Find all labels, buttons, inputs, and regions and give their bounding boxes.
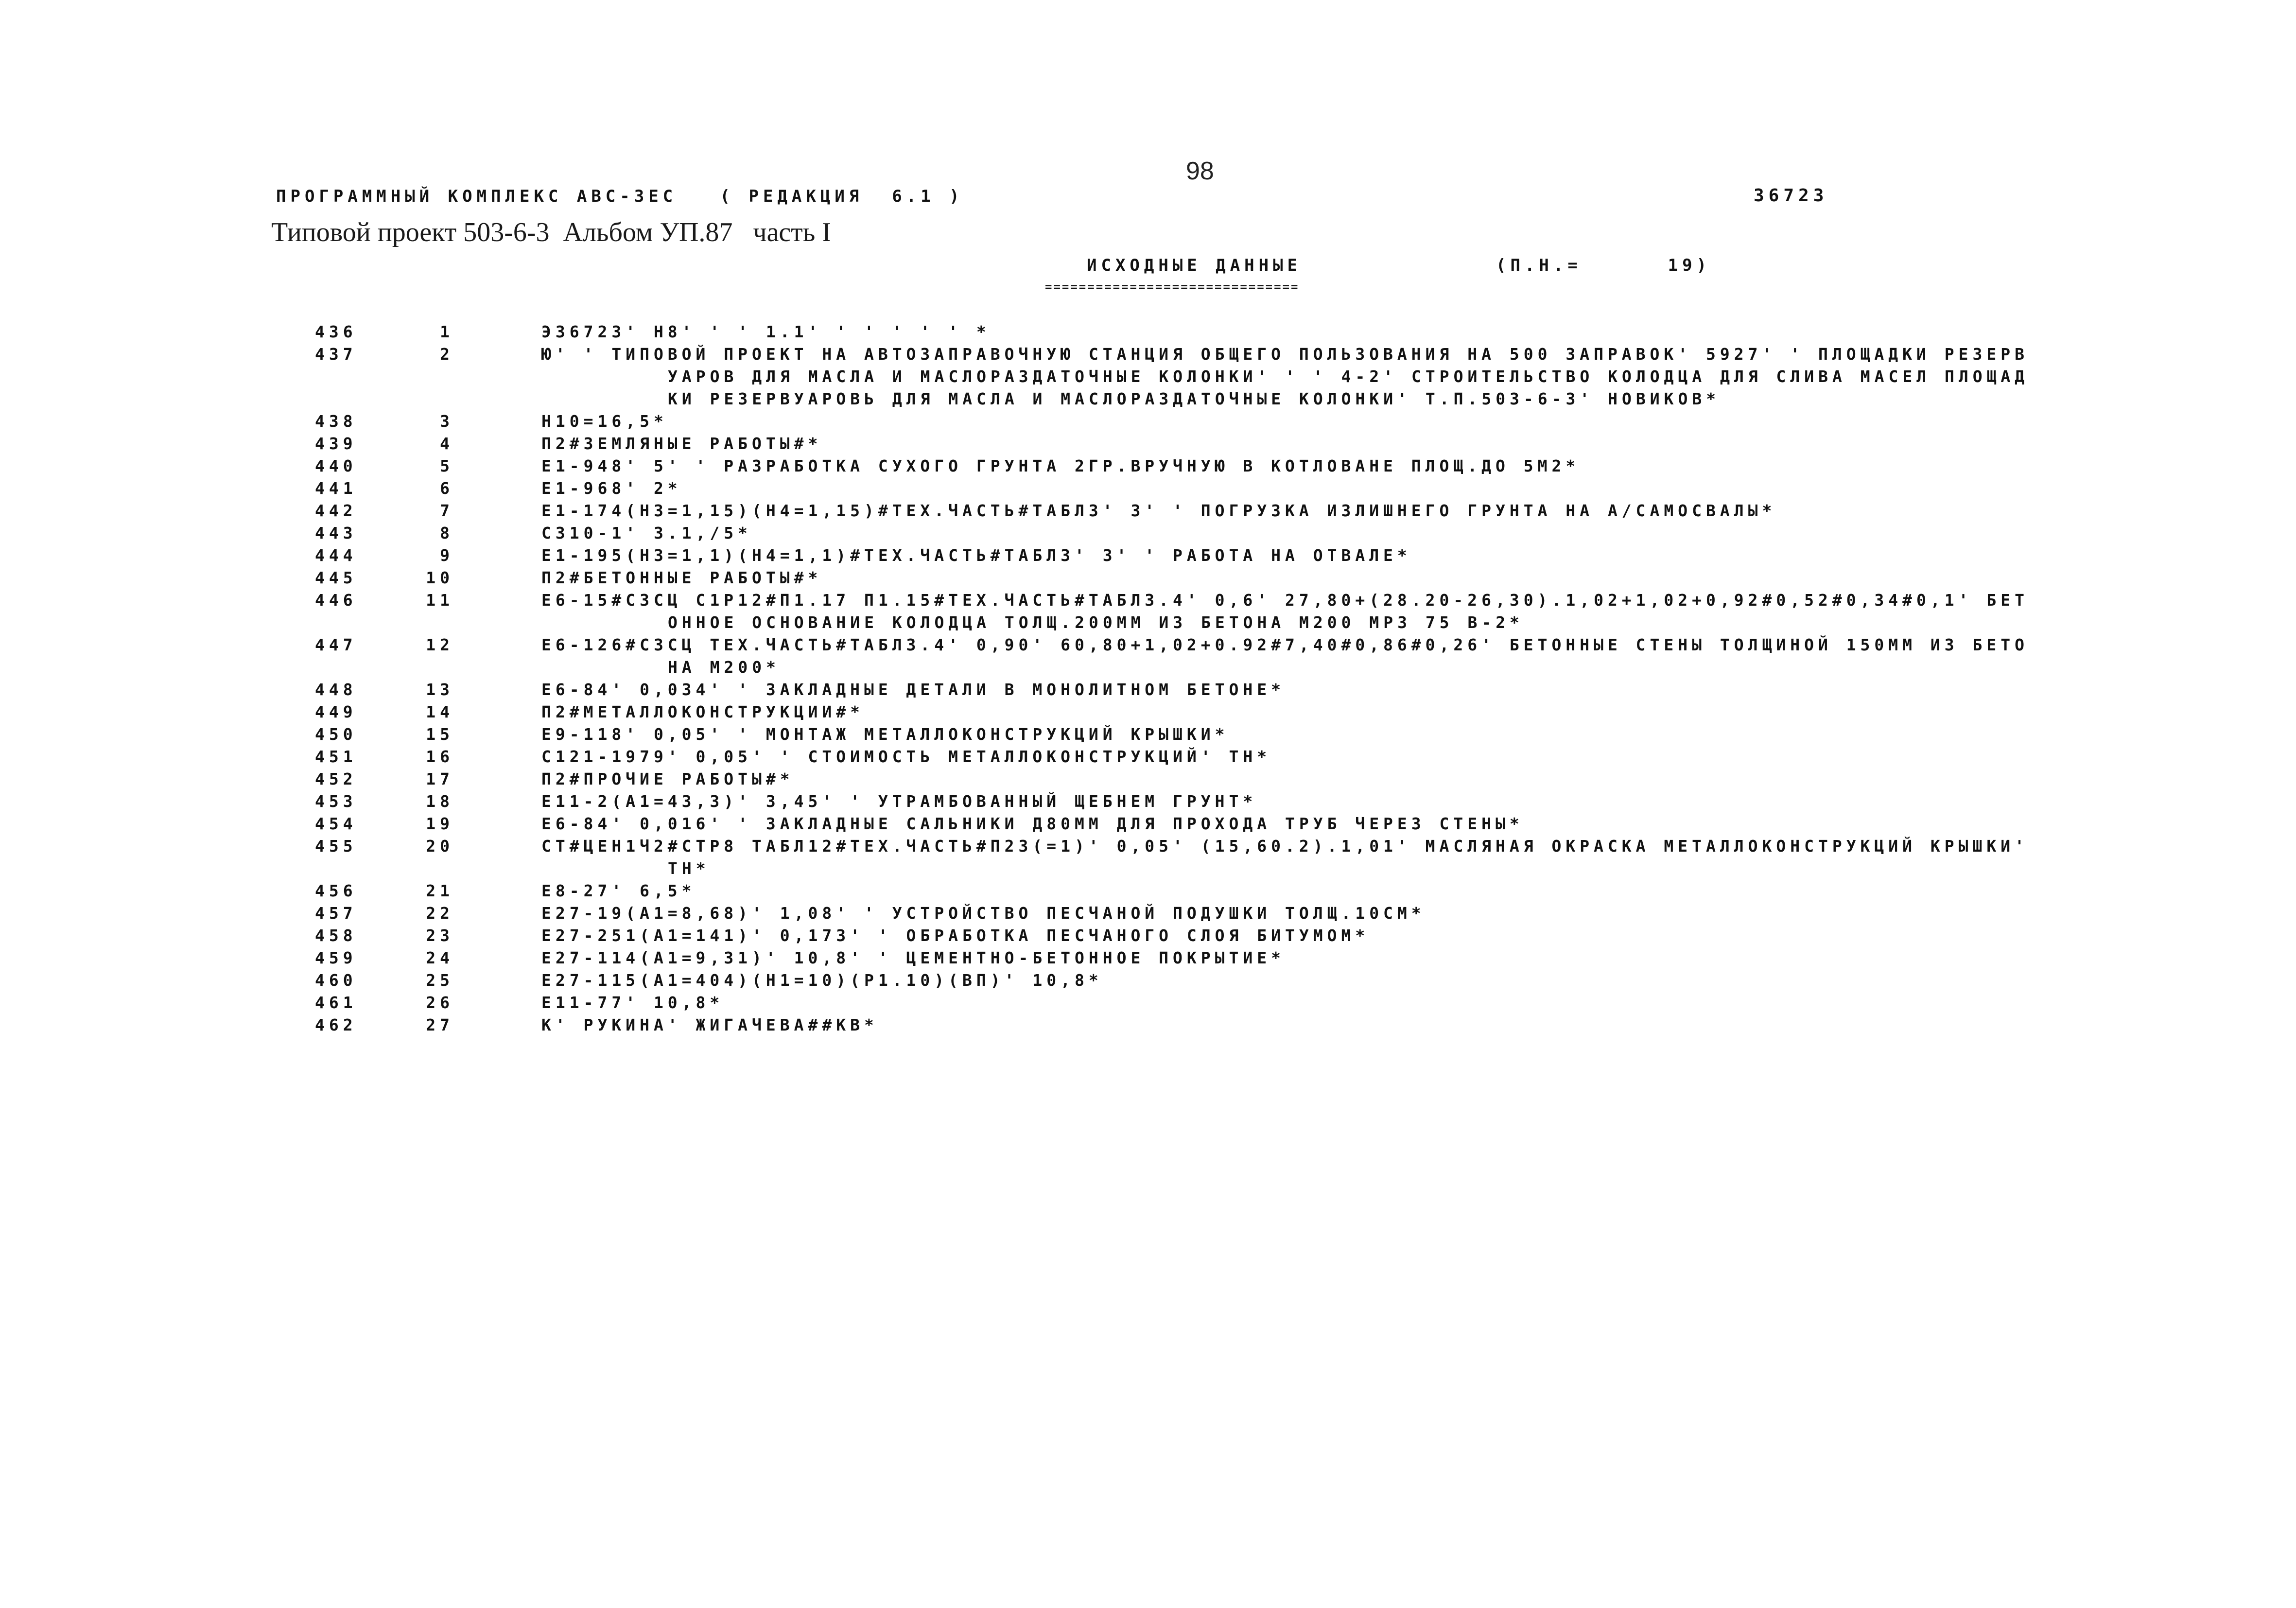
record-text: П2#БЕТОННЫЕ РАБОТЫ#* xyxy=(541,568,822,587)
record-sequence-number: 9 xyxy=(440,546,454,565)
record-line-number: 453 xyxy=(315,792,357,811)
record-row xyxy=(0,477,2296,500)
record-text: Е6-84' 0,016' ' ЗАКЛАДНЫЕ САЛЬНИКИ Д80ММ ДЛЯ ПРОХОДА ТРУБ ЧЕРЕЗ СТЕНЫ* xyxy=(541,814,1524,833)
record-text: Е9-118' 0,05' ' МОНТАЖ МЕТАЛЛОКОНСТРУКЦИЙ КРЫШКИ* xyxy=(541,725,1229,744)
record-row xyxy=(0,1014,2296,1036)
record-line-number: 444 xyxy=(315,546,357,565)
record-sequence-number: 10 xyxy=(426,568,454,587)
record-row xyxy=(0,433,2296,455)
record-sequence-number: 27 xyxy=(426,1015,454,1034)
record-sequence-number: 24 xyxy=(426,948,454,967)
record-sequence-number: 11 xyxy=(426,591,454,610)
record-row xyxy=(0,701,2296,723)
record-line-number: 456 xyxy=(315,881,357,900)
record-sequence-number: 6 xyxy=(440,479,454,498)
record-sequence-number: 14 xyxy=(426,702,454,721)
record-row xyxy=(0,723,2296,746)
record-row xyxy=(0,768,2296,790)
record-line-number: 438 xyxy=(315,412,357,431)
record-text: Е11-2(А1=43,3)' 3,45' ' УТРАМБОВАННЫЙ ЩЕБНЕМ ГРУНТ* xyxy=(541,792,1257,811)
document-number: 36723 xyxy=(1754,186,1828,206)
program-header: ПРОГРАММНЫЙ КОМПЛЕКС АВС-ЗЕС ( РЕДАКЦИЯ 6.1 ) xyxy=(276,187,964,206)
record-text: Е6-126#С3СЦ ТЕХ.ЧАСТЬ#ТАБЛ3.4' 0,90' 60,80+1,02+0.92#7,40#0,86#0,26' БЕТОННЫЕ СТЕНЫ ТОЛЩИНОЙ 150ММ ИЗ БЕТОНА М200* xyxy=(541,635,2029,677)
record-sequence-number: 5 xyxy=(440,456,454,475)
record-text: Е1-968' 2* xyxy=(541,479,682,498)
record-row xyxy=(0,455,2296,477)
record-row xyxy=(0,567,2296,589)
record-line-number: 451 xyxy=(315,747,357,766)
record-row xyxy=(0,589,2296,634)
record-row xyxy=(0,790,2296,813)
record-sequence-number: 23 xyxy=(426,926,454,945)
record-sequence-number: 19 xyxy=(426,814,454,833)
record-row xyxy=(0,835,2296,880)
record-line-number: 449 xyxy=(315,702,357,721)
record-text: С310-1' 3.1,/5* xyxy=(541,524,752,542)
record-line-number: 436 xyxy=(315,322,357,341)
record-line-number: 454 xyxy=(315,814,357,833)
records-list xyxy=(0,321,2296,1036)
record-sequence-number: 26 xyxy=(426,993,454,1012)
record-text: СТ#ЦЕН1Ч2#СТР8 ТАБЛ12#ТЕХ.ЧАСТЬ#П23(=1)' 0,05' (15,60.2).1,01' МАСЛЯНАЯ ОКРАСКА МЕТАЛЛОКОНСТРУКЦИЙ КРЫШКИ' ТН* xyxy=(541,837,2029,878)
record-row xyxy=(0,880,2296,902)
record-line-number: 441 xyxy=(315,479,357,498)
record-line-number: 443 xyxy=(315,524,357,542)
record-text: Э36723' Н8' ' ' 1.1' ' ' ' ' ' * xyxy=(541,322,991,341)
record-text: П2#ПРОЧИЕ РАБОТЫ#* xyxy=(541,769,794,788)
record-line-number: 447 xyxy=(315,635,357,654)
record-text: П2#ЗЕМЛЯНЫЕ РАБОТЫ#* xyxy=(541,434,822,453)
record-text: Е27-251(А1=141)' 0,173' ' ОБРАБОТКА ПЕСЧАНОГО СЛОЯ БИТУМОМ* xyxy=(541,926,1370,945)
record-sequence-number: 3 xyxy=(440,412,454,431)
record-row xyxy=(0,902,2296,925)
title-underline: ============================== xyxy=(1045,280,1300,294)
record-line-number: 437 xyxy=(315,345,357,364)
record-row xyxy=(0,522,2296,544)
record-row xyxy=(0,343,2296,410)
record-line-number: 459 xyxy=(315,948,357,967)
record-row xyxy=(0,321,2296,343)
record-text: Е11-77' 10,8* xyxy=(541,993,724,1012)
record-text: Н10=16,5* xyxy=(541,412,668,431)
record-text: Е1-174(Н3=1,15)(Н4=1,15)#ТЕХ.ЧАСТЬ#ТАБЛ3' 3' ' ПОГРУЗКА ИЗЛИШНЕГО ГРУНТА НА А/САМОСВАЛЫ* xyxy=(541,501,1776,520)
pn-label: (П.Н.= 19) xyxy=(1496,256,1711,275)
record-sequence-number: 12 xyxy=(426,635,454,654)
record-sequence-number: 2 xyxy=(440,345,454,364)
record-text: Е1-195(Н3=1,1)(Н4=1,1)#ТЕХ.ЧАСТЬ#ТАБЛ3' 3' ' РАБОТА НА ОТВАЛЕ* xyxy=(541,546,1411,565)
record-row xyxy=(0,992,2296,1014)
section-title: ИСХОДНЫЕ ДАННЫЕ xyxy=(1087,256,1302,275)
record-sequence-number: 15 xyxy=(426,725,454,744)
record-text: Е8-27' 6,5* xyxy=(541,881,696,900)
record-line-number: 462 xyxy=(315,1015,357,1034)
record-row xyxy=(0,679,2296,701)
record-line-number: 439 xyxy=(315,434,357,453)
record-row xyxy=(0,746,2296,768)
record-row xyxy=(0,813,2296,835)
record-line-number: 460 xyxy=(315,971,357,990)
record-line-number: 450 xyxy=(315,725,357,744)
record-row xyxy=(0,969,2296,992)
record-line-number: 445 xyxy=(315,568,357,587)
record-line-number: 455 xyxy=(315,837,357,856)
record-line-number: 448 xyxy=(315,680,357,699)
record-line-number: 446 xyxy=(315,591,357,610)
record-text: Е27-114(А1=9,31)' 10,8' ' ЦЕМЕНТНО-БЕТОННОЕ ПОКРЫТИЕ* xyxy=(541,948,1285,967)
record-sequence-number: 4 xyxy=(440,434,454,453)
project-title: Типовой проект 503-6-3 Альбом УП.87 часть I xyxy=(271,217,831,247)
record-line-number: 458 xyxy=(315,926,357,945)
record-text: Е27-115(А1=404)(Н1=10)(Р1.10)(ВП)' 10,8* xyxy=(541,971,1103,990)
record-row xyxy=(0,500,2296,522)
record-sequence-number: 7 xyxy=(440,501,454,520)
record-sequence-number: 21 xyxy=(426,881,454,900)
record-sequence-number: 22 xyxy=(426,904,454,923)
record-text: Ю' ' ТИПОВОЙ ПРОЕКТ НА АВТОЗАПРАВОЧНУЮ СТАНЦИЯ ОБЩЕГО ПОЛЬЗОВАНИЯ НА 500 ЗАПРАВОК' 5927' ' ПЛОЩАДКИ РЕЗЕРВУАРОВ ДЛЯ МАСЛА И МАСЛОРАЗДАТОЧНЫЕ КОЛОНКИ' ' ' 4-2' СТРОИТЕЛЬСТВО КОЛОДЦА ДЛЯ СЛИВА МАСЕЛ ПЛОЩАДКИ РЕЗЕРВУАРОВЬ ДЛЯ МАСЛА И МАСЛОРАЗДАТОЧНЫЕ КОЛОНКИ' Т.П.503-6-3' НОВИКОВ* xyxy=(541,345,2029,408)
record-sequence-number: 1 xyxy=(440,322,454,341)
record-row xyxy=(0,634,2296,679)
record-sequence-number: 20 xyxy=(426,837,454,856)
record-text: П2#МЕТАЛЛОКОНСТРУКЦИИ#* xyxy=(541,702,864,721)
record-sequence-number: 25 xyxy=(426,971,454,990)
record-text: Е6-84' 0,034' ' ЗАКЛАДНЫЕ ДЕТАЛИ В МОНОЛИТНОМ БЕТОНЕ* xyxy=(541,680,1285,699)
record-text: Е6-15#С3СЦ С1Р12#П1.17 П1.15#ТЕХ.ЧАСТЬ#ТАБЛ3.4' 0,6' 27,80+(28.20-26,30).1,02+1,02+0,92#0,52#0,34#0,1' БЕТОННОЕ ОСНОВАНИЕ КОЛОДЦА ТОЛЩ.200ММ ИЗ БЕТОНА М200 МРЗ 75 В-2* xyxy=(541,591,2029,632)
record-sequence-number: 16 xyxy=(426,747,454,766)
record-text: С121-1979' 0,05' ' СТОИМОСТЬ МЕТАЛЛОКОНСТРУКЦИЙ' ТН* xyxy=(541,747,1271,766)
page-number: 98 xyxy=(1186,157,1214,185)
record-line-number: 452 xyxy=(315,769,357,788)
record-line-number: 440 xyxy=(315,456,357,475)
record-row xyxy=(0,410,2296,433)
record-text: К' РУКИНА' ЖИГАЧЕВА##КВ* xyxy=(541,1015,878,1034)
record-line-number: 461 xyxy=(315,993,357,1012)
record-row xyxy=(0,925,2296,947)
record-sequence-number: 17 xyxy=(426,769,454,788)
record-sequence-number: 18 xyxy=(426,792,454,811)
record-line-number: 457 xyxy=(315,904,357,923)
record-text: Е1-948' 5' ' РАЗРАБОТКА СУХОГО ГРУНТА 2ГР.ВРУЧНУЮ В КОТЛОВАНЕ ПЛОЩ.ДО 5М2* xyxy=(541,456,1580,475)
record-sequence-number: 8 xyxy=(440,524,454,542)
record-row xyxy=(0,947,2296,969)
record-sequence-number: 13 xyxy=(426,680,454,699)
record-text: Е27-19(А1=8,68)' 1,08' ' УСТРОЙСТВО ПЕСЧАНОЙ ПОДУШКИ ТОЛЩ.10СМ* xyxy=(541,904,1426,923)
record-line-number: 442 xyxy=(315,501,357,520)
record-row xyxy=(0,544,2296,567)
